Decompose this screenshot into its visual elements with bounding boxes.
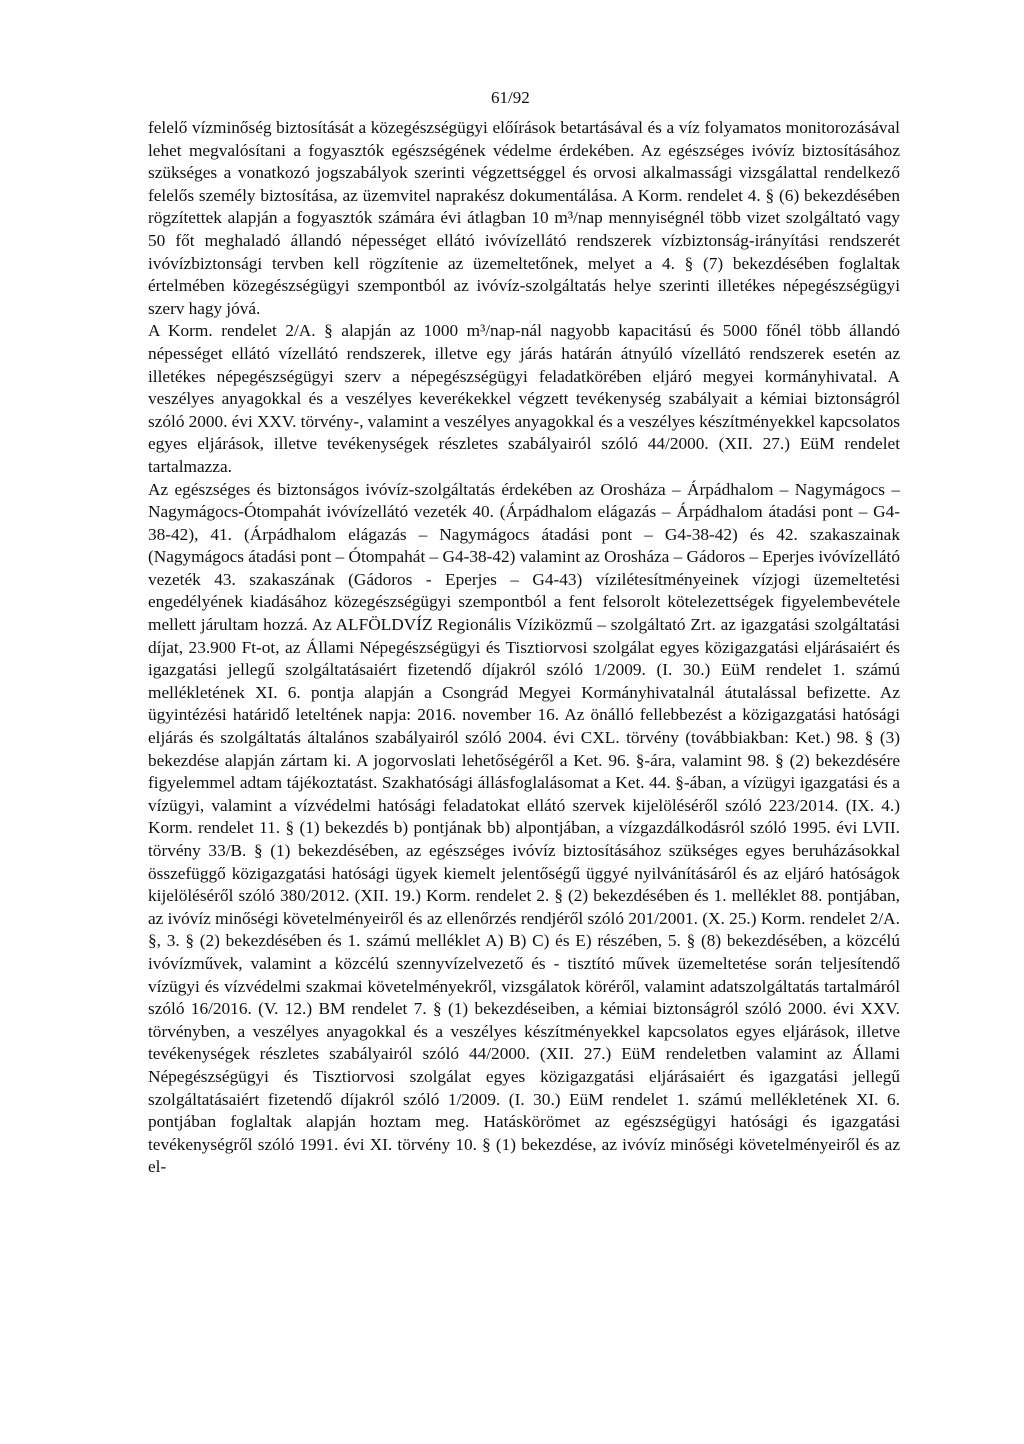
paragraph-2: A Korm. rendelet 2/A. § alapján az 1000 m³/nap-nál nagyobb kapacitású és 5000 főnél több állandó népességet ellátó vízellátó rendszerek, illetve egy járás határán átnyúló vízellátó rendszerek esetén az illetékes népegészségügyi szerv a népegészségügyi feladatkörében eljáró megyei kormányhivatal. A veszélyes anyagokkal és a veszélyes keverékekkel végzett tevékenység szabályait a kémiai biztonságról szóló 2000. évi XXV. törvény-, valamint a veszélyes anyagokkal és a veszélyes készítményekkel kapcsolatos egyes eljárások, illetve tevékenységek részletes szabályairól szóló 44/2000. (XII. 27.) EüM rendelet tartalmazza. — [148, 321, 900, 476]
paragraph-3: Az egészséges és biztonságos ivóvíz-szolgáltatás érdekében az Orosháza – Árpádhalom – Nagymágocs – Nagymágocs-Ótompahát ivóvízellátó vezeték 40. (Árpádhalom elágazás – Árpádhalom átadási pont – G4-38-42), 41. (Árpádhalom elágazás – Nagymágocs átadási pont – G4-38-42) és 42. szakaszainak (Nagymágocs átadási pont – Ótompahát – G4-38-42) valamint az Orosháza – Gádoros – Eperjes ivóvízellátó vezeték 43. szakaszának (Gádoros - Eperjes – G4-43) vízilétesítményeinek vízjogi üzemeltetési engedélyének kiadásához közegészségügyi szempontból a fent felsorolt kötelezettségek figyelembevétele mellett járultam hozzá. Az ALFÖLDVÍZ Regionális Víziközmű – szolgáltató Zrt. az igazgatási szolgáltatási díjat, 23.900 Ft-ot, az Állami Népegészségügyi és Tisztiorvosi szolgálat egyes közigazgatási eljárásaiért és igazgatási jellegű szolgáltatásaiért fizetendő díjakról szóló 1/2009. (I. 30.) EüM rendelet 1. számú mellékletének XI. 6. pontja alapján a Csongrád Megyei Kormányhivatalnál átutalással befizette. Az ügyintézési határidő leteltének napja: 2016. november 16. Az önálló fellebbezést a közigazgatási hatósági eljárás és szolgáltatás általános szabályairól szóló 2004. évi CXL. törvény (továbbiakban: Ket.) 98. § (3) bekezdése alapján zártam ki. A jogorvoslati lehetőségéről a Ket. 96. §-ára, valamint 98. § (2) bekezdésére figyelemmel adtam tájékoztatást. Szakhatósági állásfoglalásomat a Ket. 44. §-ában, a vízügyi igazgatási és a vízügyi, valamint a vízvédelmi hatósági feladatokat ellátó szervek kijelöléséről szóló 223/2014. (IX. 4.) Korm. rendelet 11. § (1) bekezdés b) pontjának bb) alpontjában, a vízgazdálkodásról szóló 1995. évi LVII. törvény 33/B. § (1) bekezdésében, az egészséges ivóvíz biztosításához szükséges egyes beruházásokkal összefüggő közigazgatási hatósági ügyek kiemelt jelentőségű üggyé nyilvánításáról és az eljáró hatóságok kijelöléséről szóló 380/2012. (XII. 19.) Korm. rendelet 2. § (2) bekezdésében és 1. melléklet 88. pontjában, az ivóvíz minőségi követelményeiről és az ellenőrzés rendjéről szóló 201/2001. (X. 25.) Korm. rendelet 2/A. §, 3. § (2) bekezdésében és 1. számú melléklet A) B) C) és E) részében, 5. § (8) bekezdésében, a közcélú ivóvízművek, valamint a közcélú szennyvízelvezető és - tisztító művek üzemeltetése során teljesítendő vízügyi és vízvédelmi szakmai követelményekről, vizsgálatok köréről, valamint adatszolgáltatás tartalmáról szóló 16/2016. (V. 12.) BM rendelet 7. § (1) bekezdéseiben, a kémiai biztonságról szóló 2000. évi XXV. törvényben, a veszélyes anyagokkal és a veszélyes készítményekkel kapcsolatos egyes eljárások, illetve tevékenységek részletes szabályairól szóló 44/2000. (XII. 27.) EüM rendeletben valamint az Állami Népegészségügyi és Tisztiorvosi szolgálat egyes közigazgatási eljárásaiért és igazgatási jellegű szolgáltatásaiért fizetendő díjakról szóló 1/2009. (I. 30.) EüM rendelet 1. számú mellékletének XI. 6. pontjában foglaltak alapján hoztam meg. Hatáskörömet az egészségügyi hatósági és igazgatási tevékenységről szóló 1991. évi XI. törvény 10. § (1) bekezdése, az ivóvíz minőségi követelményeiről és az el- — [148, 479, 900, 1177]
paragraph-1: felelő vízminőség biztosítását a közegészségügyi előírások betartásával és a víz folyamatos monitorozásával lehet megvalósítani a fogyasztók egészségének védelme érdekében. Az egészséges ivóvíz biztosításához szükséges a vonatkozó jogszabályok szerinti végzettséggel és orvosi alkalmassági vizsgálattal rendelkező felelős személy biztosítása, az üzemvitel naprakész dokumentálása. A Korm. rendelet 4. § (6) bekezdésében rögzítettek alapján a fogyasztók számára évi átlagban 10 m³/nap mennyiségnél több vizet szolgáltató vagy 50 főt meghaladó állandó népességet ellátó ivóvízellátó rendszerek vízbiztonság-irányítási rendszerét ivóvízbiztonsági tervben kell rögzítenie az üzemeltetőnek, melyet a 4. § (7) bekezdésében foglaltak értelmében közegészségügyi szempontból az ivóvíz-szolgáltatás helye szerinti illetékes népegészségügyi szerv hagy jóvá. — [148, 118, 900, 318]
page-number: 61/92 — [491, 88, 530, 107]
document-body — [148, 117, 900, 1179]
